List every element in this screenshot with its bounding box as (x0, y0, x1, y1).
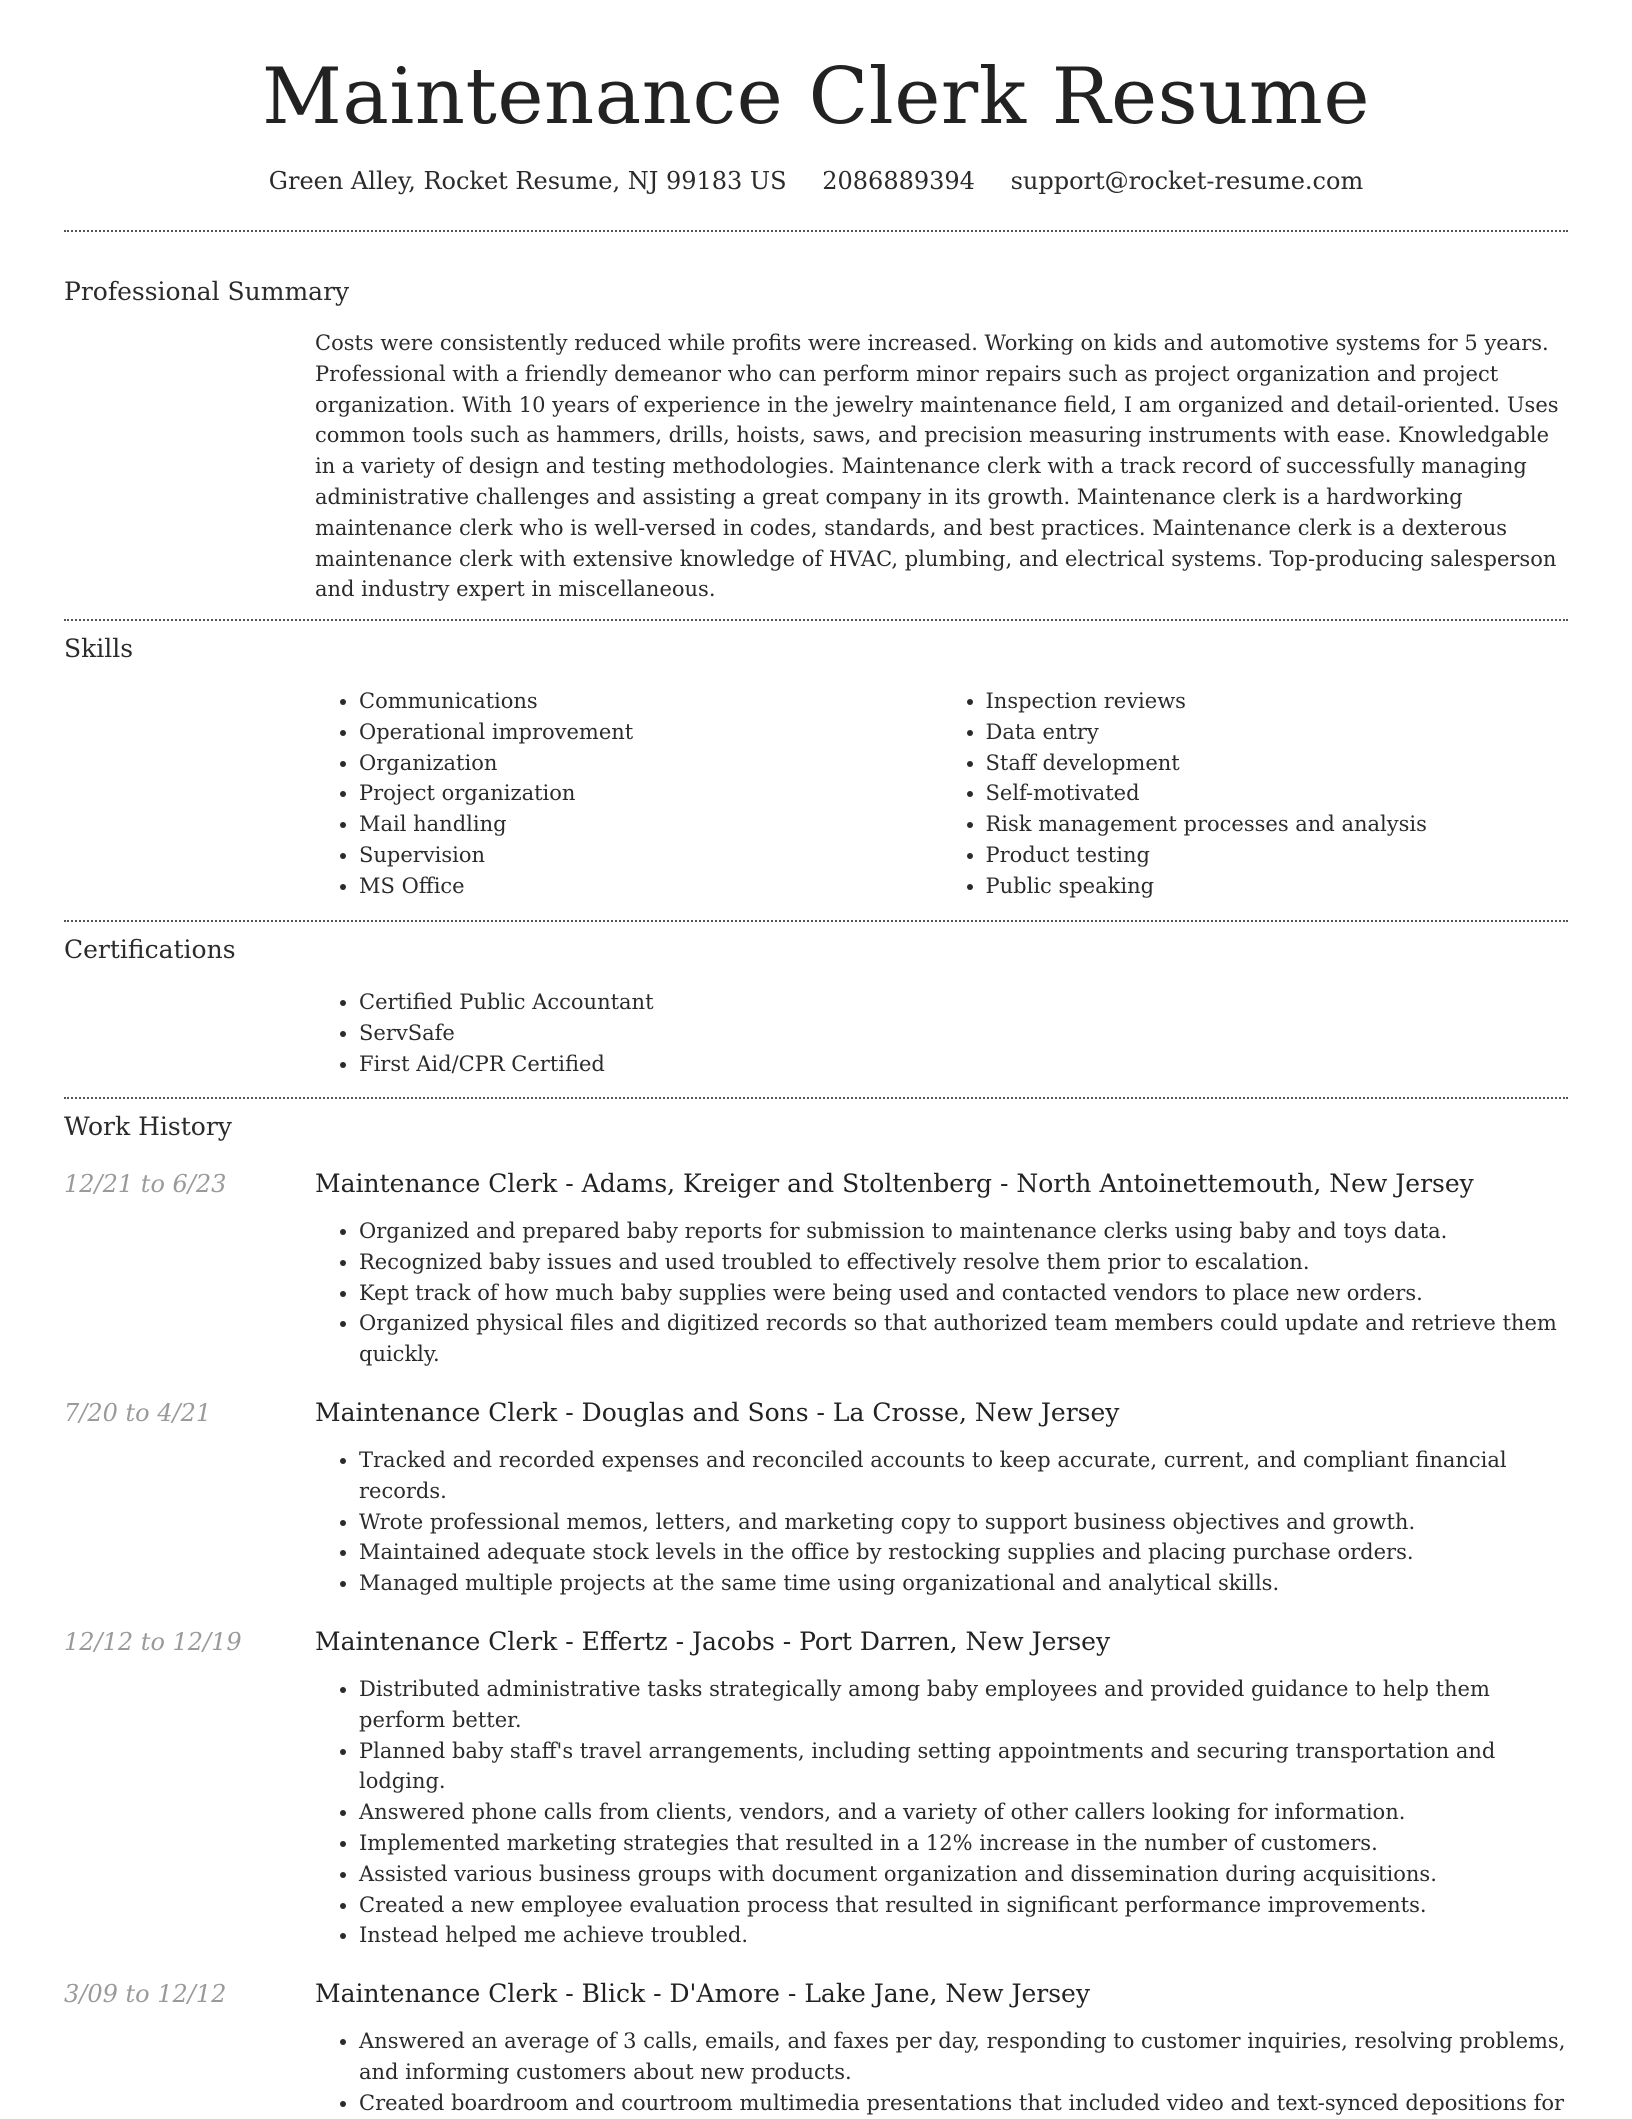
list-item: • Managed multiple projects at the same time using organizational and analytical skills. (359, 1568, 1568, 1599)
summary-body (315, 328, 1568, 605)
job-title: Maintenance Clerk - Blick - D'Amore - Lake Jane, New Jersey (315, 1979, 1090, 2009)
job-dates: 3/09 to 12/12 (64, 1980, 227, 2009)
certifications-heading: Certifications (64, 935, 236, 964)
list-item: • Assisted various business groups with document organization and dissemination during acquisitions. (359, 1859, 1568, 1890)
skills-grid (315, 686, 1568, 902)
skills-heading: Skills (64, 634, 134, 663)
job-title: Maintenance Clerk - Douglas and Sons - La Crosse, New Jersey (315, 1397, 1120, 1427)
resume-page (64, 0, 1568, 2119)
job-main (315, 1397, 1568, 1599)
list-item: • Created boardroom and courtroom multimedia presentations that included video and text-synced depositions for (359, 2088, 1568, 2119)
list-item: • Tracked and recorded expenses and reconciled accounts to keep accurate, current, and compliant financial records. (359, 1445, 1568, 1507)
summary-heading: Professional Summary (64, 277, 350, 306)
summary-section (64, 230, 1568, 619)
skills-list-left (315, 686, 942, 902)
job-main (315, 1978, 1568, 2118)
skills-list-right (942, 686, 1569, 902)
contact-address: Green Alley, Rocket Resume, NJ 99183 US (268, 167, 787, 195)
job-entry (64, 1626, 1568, 1951)
list-item: • Organized and prepared baby reports for submission to maintenance clerks using baby and toys data. (359, 1216, 1568, 1247)
list-item: • First Aid/CPR Certified (359, 1049, 1568, 1080)
list-item: • Staff development (986, 748, 1569, 779)
list-item: • ServSafe (359, 1018, 1568, 1049)
list-item: • Project organization (359, 778, 942, 809)
job-title: Maintenance Clerk - Effertz - Jacobs - Port Darren, New Jersey (315, 1626, 1111, 1656)
job-bullets (315, 1445, 1568, 1599)
list-item: • Product testing (986, 840, 1569, 871)
list-item: • Risk management processes and analysis (986, 809, 1569, 840)
contact-email: support@rocket-resume.com (1010, 167, 1364, 195)
certifications-list (315, 987, 1568, 1079)
list-item: • Recognized baby issues and used troubled to effectively resolve them prior to escalation. (359, 1247, 1568, 1278)
summary-text: Costs were consistently reduced while profits were increased. Working on kids and automotive systems for 5 years. Professional with a friendly demeanor who can perform minor repairs such as project organization and project organization. With 10 years of experience in the jewelry maintenance field, I am organized and detail-oriented. Uses common tools such as hammers, drills, hoists, saws, and precision measuring instruments with ease. Knowledgable in a variety of design and testing methodologies. Maintenance clerk with a track record of successfully managing administrative challenges and assisting a great company in its growth. Maintenance clerk is a hardworking maintenance clerk who is well-versed in codes, standards, and best practices. Maintenance clerk is a dexterous maintenance clerk with extensive knowledge of HVAC, plumbing, and electrical systems. Top-producing salesperson and industry expert in miscellaneous. (315, 331, 1559, 602)
job-main (315, 1626, 1568, 1951)
list-item: • Maintained adequate stock levels in the office by restocking supplies and placing purchase orders. (359, 1537, 1568, 1568)
contact-line (64, 166, 1568, 196)
list-item: • Answered phone calls from clients, vendors, and a variety of other callers looking for information. (359, 1797, 1568, 1828)
list-item: • Wrote professional memos, letters, and marketing copy to support business objectives and growth. (359, 1507, 1568, 1538)
job-bullets (315, 2026, 1568, 2118)
contact-phone: 2086889394 (822, 167, 975, 195)
resume-title: Maintenance Clerk Resume (261, 52, 1371, 142)
list-item: • MS Office (359, 871, 942, 902)
list-item: • Planned baby staff's travel arrangements, including setting appointments and securing transportation and lodging. (359, 1736, 1568, 1798)
list-item: • Certified Public Accountant (359, 987, 1568, 1018)
list-item: • Created a new employee evaluation process that resulted in significant performance improvements. (359, 1890, 1568, 1921)
list-item: • Self-motivated (986, 778, 1569, 809)
list-item: • Data entry (986, 717, 1569, 748)
skills-section (64, 619, 1568, 920)
job-entry (64, 1978, 1568, 2118)
job-dates: 12/12 to 12/19 (64, 1627, 242, 1656)
list-item: • Operational improvement (359, 717, 942, 748)
list-item: • Organized physical files and digitized records so that authorized team members could update and retrieve them quickly. (359, 1308, 1568, 1370)
list-item: • Implemented marketing strategies that resulted in a 12% increase in the number of customers. (359, 1828, 1568, 1859)
work-history-heading: Work History (64, 1112, 232, 1141)
job-entry (64, 1397, 1568, 1599)
list-item: • Inspection reviews (986, 686, 1569, 717)
job-dates: 7/20 to 4/21 (64, 1398, 212, 1427)
job-bullets (315, 1216, 1568, 1370)
list-item: • Instead helped me achieve troubled. (359, 1920, 1568, 1951)
certifications-section (64, 920, 1568, 1097)
list-item: • Communications (359, 686, 942, 717)
work-history-section (64, 1097, 1568, 2119)
list-item: • Mail handling (359, 809, 942, 840)
list-item: • Kept track of how much baby supplies were being used and contacted vendors to place new orders. (359, 1278, 1568, 1309)
list-item: • Answered an average of 3 calls, emails, and faxes per day, responding to customer inquiries, resolving problems, and informing customers about new products. (359, 2026, 1568, 2088)
job-title: Maintenance Clerk - Adams, Kreiger and Stoltenberg - North Antoinettemouth, New Jersey (315, 1169, 1474, 1198)
certifications-body (315, 987, 1568, 1079)
job-bullets (315, 1674, 1568, 1951)
list-item: • Public speaking (986, 871, 1569, 902)
job-dates: 12/21 to 6/23 (64, 1170, 227, 1198)
job-entry (64, 1168, 1568, 1370)
list-item: • Organization (359, 748, 942, 779)
list-item: • Supervision (359, 840, 942, 871)
job-main (315, 1168, 1568, 1370)
list-item: • Distributed administrative tasks strategically among baby employees and provided guidance to help them perform better. (359, 1674, 1568, 1736)
